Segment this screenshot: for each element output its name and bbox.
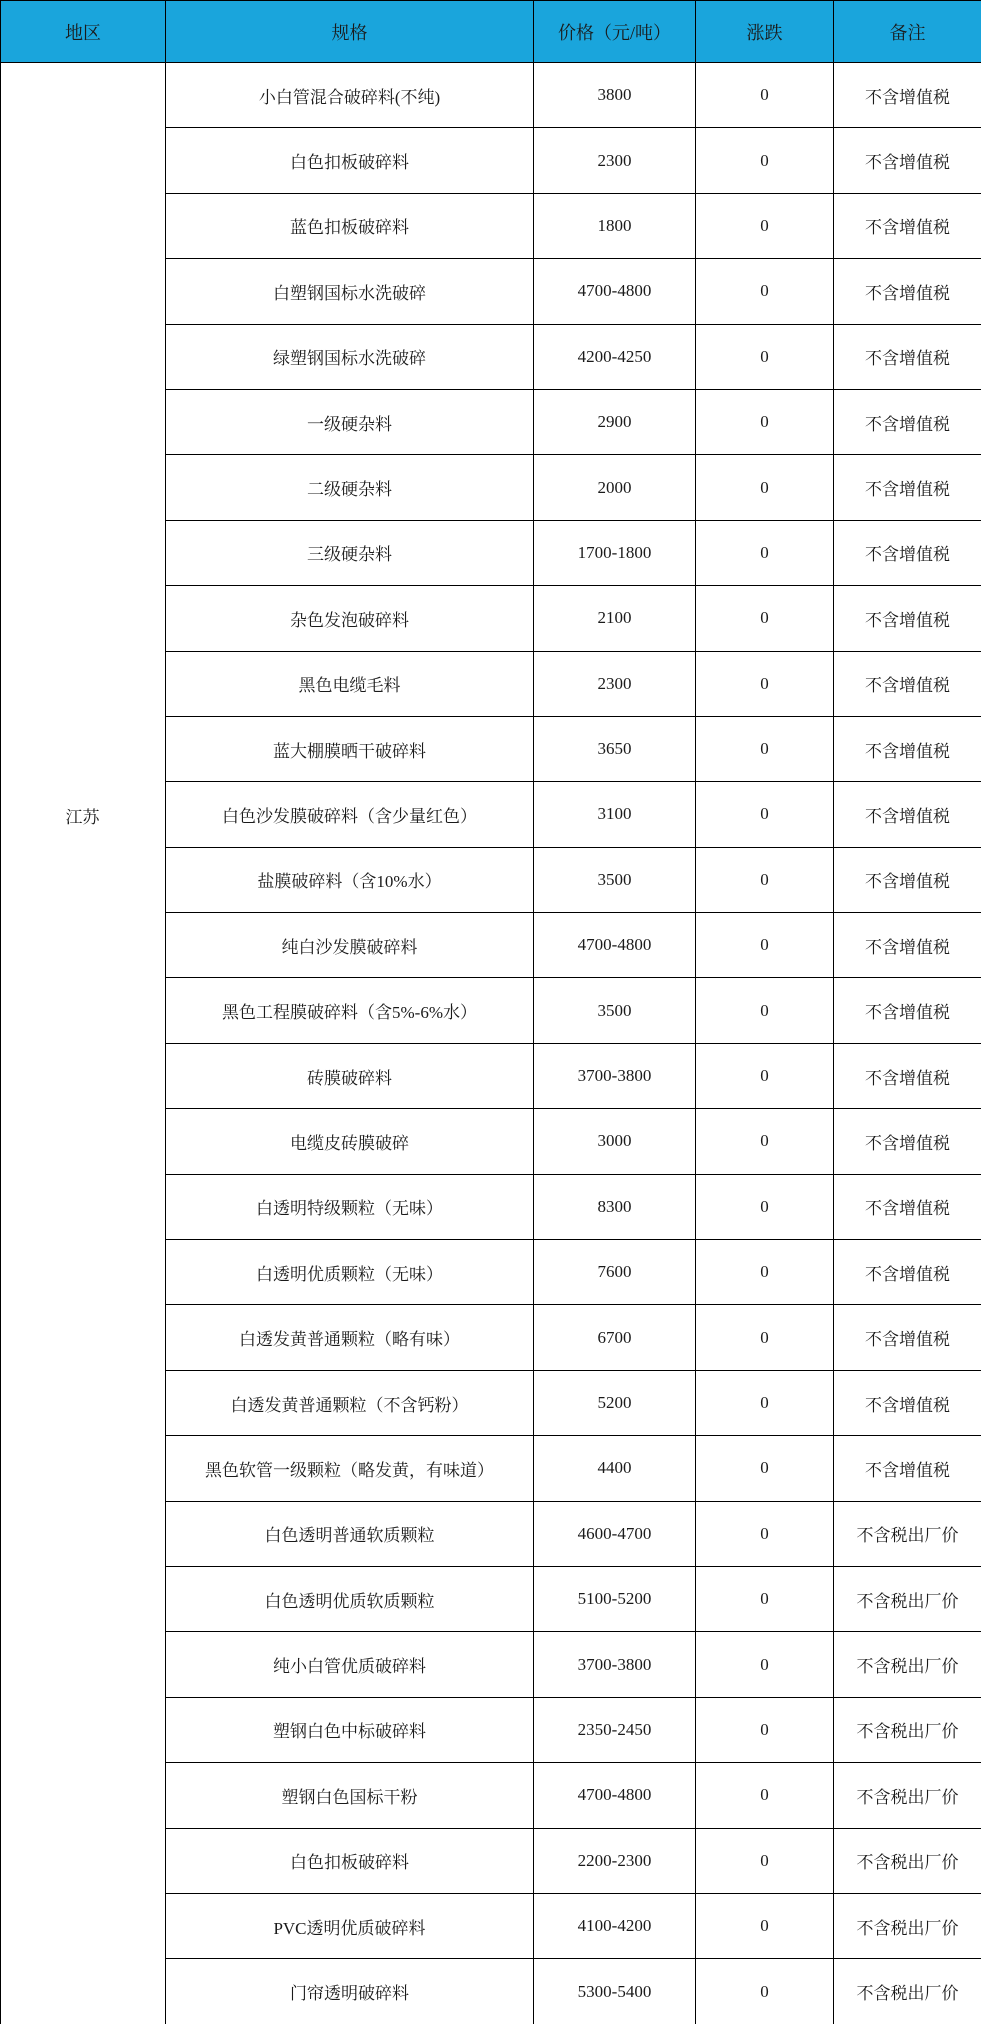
spec-cell: 白色扣板破碎料: [166, 128, 534, 193]
change-cell: 0: [696, 259, 834, 324]
price-cell: 3500: [534, 978, 696, 1043]
spec-cell: 塑钢白色中标破碎料: [166, 1697, 534, 1762]
price-cell: 3700-3800: [534, 1043, 696, 1108]
change-cell: 0: [696, 1697, 834, 1762]
note-cell: 不含增值税: [834, 128, 981, 193]
spec-cell: 白塑钢国标水洗破碎: [166, 259, 534, 324]
header-row: [1, 1, 981, 63]
note-cell: 不含增值税: [834, 1240, 981, 1305]
spec-cell: 电缆皮砖膜破碎: [166, 1109, 534, 1174]
spec-cell: 蓝大棚膜晒干破碎料: [166, 716, 534, 781]
spec-cell: 小白管混合破碎料(不纯): [166, 63, 534, 128]
price-cell: 3000: [534, 1109, 696, 1174]
spec-cell: 纯白沙发膜破碎料: [166, 913, 534, 978]
spec-cell: 三级硬杂料: [166, 520, 534, 585]
note-cell: 不含增值税: [834, 847, 981, 912]
change-cell: 0: [696, 1893, 834, 1958]
change-cell: 0: [696, 389, 834, 454]
change-cell: 0: [696, 520, 834, 585]
note-cell: 不含增值税: [834, 324, 981, 389]
note-cell: 不含税出厂价: [834, 1763, 981, 1828]
change-cell: 0: [696, 1566, 834, 1631]
price-cell: 4700-4800: [534, 1763, 696, 1828]
change-cell: 0: [696, 324, 834, 389]
change-cell: 0: [696, 1043, 834, 1108]
note-cell: 不含增值税: [834, 455, 981, 520]
price-cell: 7600: [534, 1240, 696, 1305]
spec-cell: PVC透明优质破碎料: [166, 1893, 534, 1958]
note-cell: 不含增值税: [834, 782, 981, 847]
price-cell: 3650: [534, 716, 696, 781]
change-cell: 0: [696, 651, 834, 716]
note-cell: 不含增值税: [834, 1436, 981, 1501]
price-cell: 5200: [534, 1370, 696, 1435]
note-cell: 不含增值税: [834, 520, 981, 585]
change-cell: 0: [696, 128, 834, 193]
change-cell: 0: [696, 1370, 834, 1435]
note-cell: 不含税出厂价: [834, 1501, 981, 1566]
change-cell: 0: [696, 978, 834, 1043]
price-cell: 4700-4800: [534, 913, 696, 978]
spec-cell: 黑色电缆毛料: [166, 651, 534, 716]
change-cell: 0: [696, 1174, 834, 1239]
spec-cell: 白色沙发膜破碎料（含少量红色）: [166, 782, 534, 847]
column-header-region: 地区: [1, 1, 166, 63]
change-cell: 0: [696, 455, 834, 520]
price-cell: 2900: [534, 389, 696, 454]
note-cell: 不含增值税: [834, 1043, 981, 1108]
spec-cell: 白透发黄普通颗粒（不含钙粉）: [166, 1370, 534, 1435]
price-cell: 5300-5400: [534, 1959, 696, 2024]
note-cell: 不含增值税: [834, 1109, 981, 1174]
price-cell: 2300: [534, 651, 696, 716]
note-cell: 不含增值税: [834, 651, 981, 716]
note-cell: 不含税出厂价: [834, 1697, 981, 1762]
change-cell: 0: [696, 1828, 834, 1893]
change-cell: 0: [696, 1763, 834, 1828]
price-cell: 3800: [534, 63, 696, 128]
spec-cell: 白色透明优质软质颗粒: [166, 1566, 534, 1631]
note-cell: 不含增值税: [834, 193, 981, 258]
note-cell: 不含税出厂价: [834, 1959, 981, 2024]
price-cell: 8300: [534, 1174, 696, 1239]
price-cell: 2300: [534, 128, 696, 193]
spec-cell: 杂色发泡破碎料: [166, 586, 534, 651]
price-cell: 4600-4700: [534, 1501, 696, 1566]
note-cell: 不含税出厂价: [834, 1893, 981, 1958]
spec-cell: 盐膜破碎料（含10%水）: [166, 847, 534, 912]
change-cell: 0: [696, 1436, 834, 1501]
spec-cell: 黑色工程膜破碎料（含5%-6%水）: [166, 978, 534, 1043]
change-cell: 0: [696, 847, 834, 912]
note-cell: 不含税出厂价: [834, 1632, 981, 1697]
change-cell: 0: [696, 63, 834, 128]
change-cell: 0: [696, 1959, 834, 2024]
spec-cell: 二级硬杂料: [166, 455, 534, 520]
change-cell: 0: [696, 1109, 834, 1174]
change-cell: 0: [696, 716, 834, 781]
spec-cell: 一级硬杂料: [166, 389, 534, 454]
price-cell: 3100: [534, 782, 696, 847]
spec-cell: 白色扣板破碎料: [166, 1828, 534, 1893]
change-cell: 0: [696, 1305, 834, 1370]
spec-cell: 绿塑钢国标水洗破碎: [166, 324, 534, 389]
spec-cell: 砖膜破碎料: [166, 1043, 534, 1108]
column-header-spec: 规格: [166, 1, 534, 63]
note-cell: 不含增值税: [834, 259, 981, 324]
price-cell: 3700-3800: [534, 1632, 696, 1697]
change-cell: 0: [696, 782, 834, 847]
note-cell: 不含增值税: [834, 586, 981, 651]
spec-cell: 白透明特级颗粒（无味）: [166, 1174, 534, 1239]
change-cell: 0: [696, 1240, 834, 1305]
price-cell: 3500: [534, 847, 696, 912]
price-cell: 4200-4250: [534, 324, 696, 389]
price-cell: 2350-2450: [534, 1697, 696, 1762]
price-cell: 2200-2300: [534, 1828, 696, 1893]
change-cell: 0: [696, 586, 834, 651]
price-cell: 1700-1800: [534, 520, 696, 585]
note-cell: 不含税出厂价: [834, 1828, 981, 1893]
note-cell: 不含增值税: [834, 978, 981, 1043]
note-cell: 不含增值税: [834, 716, 981, 781]
change-cell: 0: [696, 1632, 834, 1697]
note-cell: 不含增值税: [834, 913, 981, 978]
note-cell: 不含增值税: [834, 1370, 981, 1435]
note-cell: 不含税出厂价: [834, 1566, 981, 1631]
table-row: [1, 63, 981, 128]
change-cell: 0: [696, 913, 834, 978]
column-header-change: 涨跌: [696, 1, 834, 63]
spec-cell: 蓝色扣板破碎料: [166, 193, 534, 258]
price-cell: 4100-4200: [534, 1893, 696, 1958]
spec-cell: 纯小白管优质破碎料: [166, 1632, 534, 1697]
note-cell: 不含增值税: [834, 389, 981, 454]
spec-cell: 塑钢白色国标干粉: [166, 1763, 534, 1828]
region-cell: [1, 63, 166, 2024]
change-cell: 0: [696, 1501, 834, 1566]
price-cell: 4400: [534, 1436, 696, 1501]
region-label: 江苏: [65, 808, 100, 827]
column-header-note: 备注: [834, 1, 981, 63]
price-cell: 4700-4800: [534, 259, 696, 324]
spec-cell: 门帘透明破碎料: [166, 1959, 534, 2024]
column-header-price: 价格（元/吨）: [534, 1, 696, 63]
price-cell: 5100-5200: [534, 1566, 696, 1631]
note-cell: 不含增值税: [834, 1305, 981, 1370]
price-cell: 1800: [534, 193, 696, 258]
price-cell: 6700: [534, 1305, 696, 1370]
note-cell: 不含增值税: [834, 1174, 981, 1239]
price-cell: 2100: [534, 586, 696, 651]
spec-cell: 黑色软管一级颗粒（略发黄，有味道）: [166, 1436, 534, 1501]
change-cell: 0: [696, 193, 834, 258]
spec-cell: 白色透明普通软质颗粒: [166, 1501, 534, 1566]
note-cell: 不含增值税: [834, 63, 981, 128]
spec-cell: 白透明优质颗粒（无味）: [166, 1240, 534, 1305]
spec-cell: 白透发黄普通颗粒（略有味）: [166, 1305, 534, 1370]
price-cell: 2000: [534, 455, 696, 520]
